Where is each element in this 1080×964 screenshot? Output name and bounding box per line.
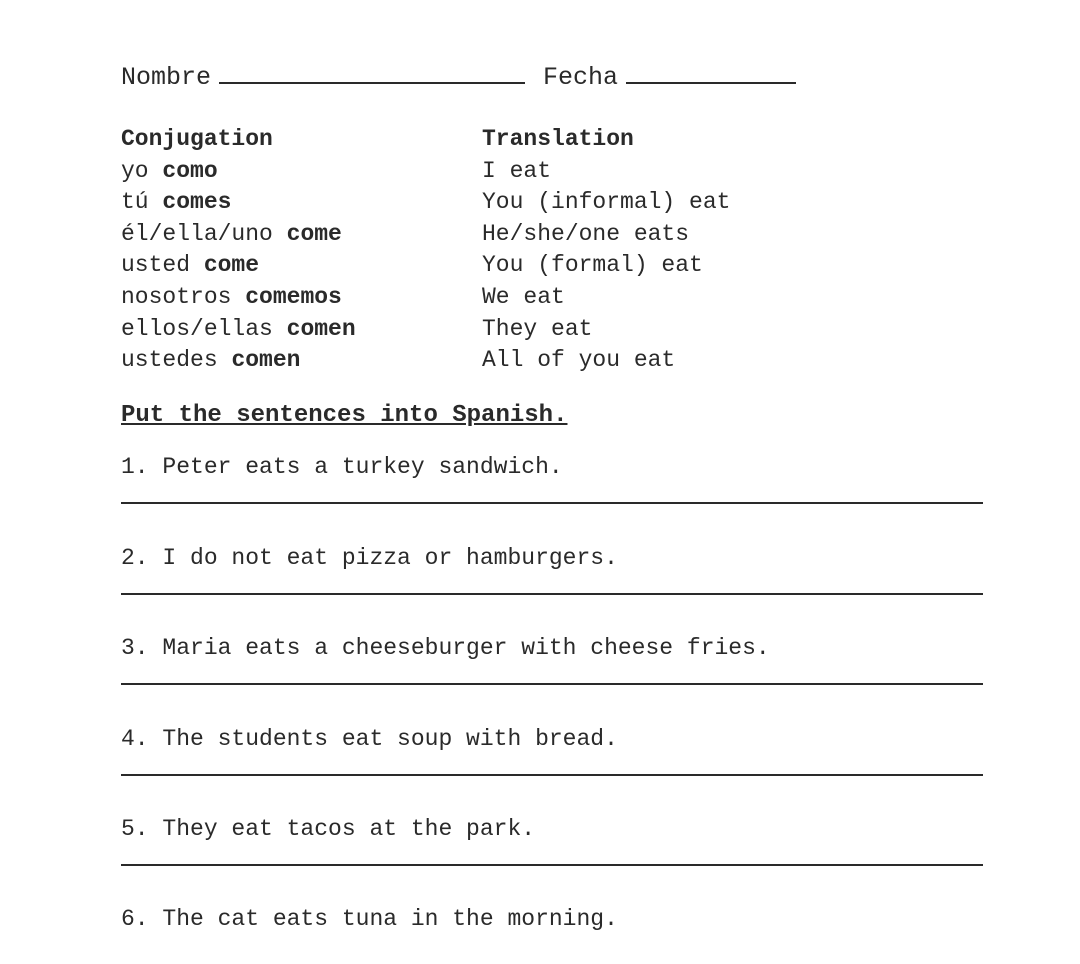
date-blank-line [626,58,796,84]
conjugation-row [121,187,356,219]
pronoun: ellos/ellas [121,315,273,342]
verb-form: come [286,220,342,247]
verb-form: como [162,157,218,184]
exercise-prompt: 1. Peter eats a turkey sandwich. [121,454,563,480]
pronoun: él/ella/uno [121,220,273,247]
name-label: Nombre [121,63,212,92]
exercise-item [121,635,983,685]
exercise-prompt: 3. Maria eats a cheeseburger with cheese fries. [121,635,770,661]
exercise-item [121,545,983,595]
name-blank-line [219,58,525,84]
pronoun: ustedes [121,347,218,374]
exercise-item [121,816,983,866]
verb-form: comemos [245,283,342,310]
verb-form: comen [286,315,356,342]
translation-row: You (informal) eat [482,189,731,216]
translation-row: I eat [482,157,552,184]
date-label: Fecha [543,63,619,92]
pronoun: tú [121,189,149,216]
exercise-item [121,454,983,504]
answer-line[interactable] [121,683,983,685]
conjugation-column [121,124,356,377]
conjugation-row [121,314,356,346]
answer-line[interactable] [121,864,983,866]
conjugation-row [121,219,356,251]
conjugation-row [121,250,356,282]
verb-form: comen [231,347,301,374]
translation-row: All of you eat [482,347,676,374]
translation-row: He/she/one eats [482,220,690,247]
exercise-item [121,726,983,776]
instructions-heading: Put the sentences into Spanish. [121,402,568,429]
exercise-item [121,906,983,936]
conjugation-row [121,156,356,188]
conjugation-row [121,282,356,314]
translation-heading: Translation [482,126,634,152]
conjugation-row [121,345,356,377]
pronoun: usted [121,252,191,279]
verb-form: come [203,252,260,279]
translation-column [482,124,730,377]
exercise-prompt: 2. I do not eat pizza or hamburgers. [121,545,618,571]
exercise-prompt: 5. They eat tacos at the park. [121,816,536,842]
pronoun: yo [121,157,149,184]
verb-form: comes [162,189,232,216]
answer-line[interactable] [121,593,983,595]
exercise-prompt: 6. The cat eats tuna in the morning. [121,906,618,932]
answer-line[interactable] [121,502,983,504]
translation-row: We eat [482,283,565,310]
pronoun: nosotros [121,283,232,310]
translation-row: You (formal) eat [482,252,703,279]
translation-row: They eat [482,315,593,342]
exercise-prompt: 4. The students eat soup with bread. [121,726,618,752]
conjugation-heading: Conjugation [121,126,273,152]
header-row [121,58,796,92]
answer-line[interactable] [121,774,983,776]
